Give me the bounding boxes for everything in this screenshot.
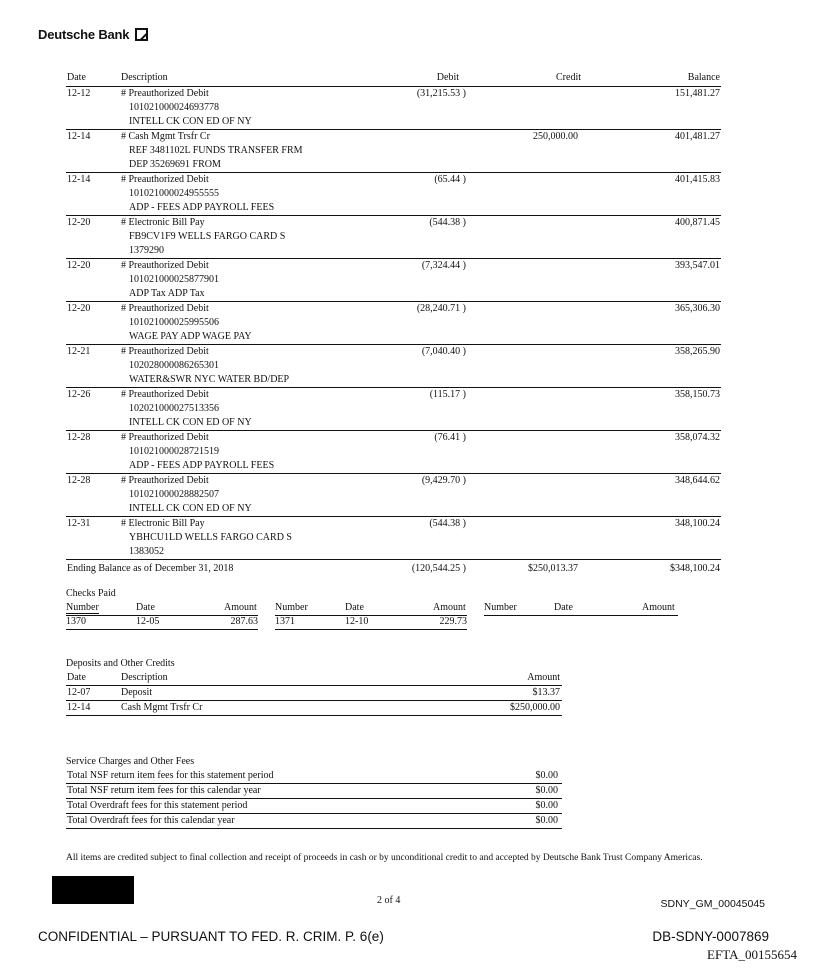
transaction-debit: (7,324.44 )	[421, 260, 466, 271]
service-charge-row	[66, 814, 562, 829]
transaction-debit: (28,240.71 )	[416, 303, 466, 314]
transaction-debit: (7,040.40 )	[421, 346, 466, 357]
transaction-balance: 400,871.45	[675, 217, 720, 228]
transaction-row	[66, 259, 721, 302]
transaction-detail: 101021000028721519	[129, 446, 219, 457]
transaction-date: 12-20	[67, 217, 91, 228]
transaction-row	[66, 216, 721, 259]
deposit-date: 12-07	[67, 687, 91, 698]
transaction-date: 12-28	[67, 432, 91, 443]
service-charge-label: Total Overdraft fees for this statement period	[67, 800, 248, 811]
deposit-amount: $250,000.00	[510, 702, 560, 713]
transaction-detail: FB9CV1F9 WELLS FARGO CARD S	[129, 231, 286, 242]
transaction-row	[66, 345, 721, 388]
check-date: 12-10	[345, 616, 369, 627]
transaction-detail: REF 3481102L FUNDS TRANSFER FRM	[129, 145, 303, 156]
service-charge-row	[66, 769, 562, 784]
checks-paid-title: Checks Paid	[66, 588, 116, 599]
transaction-detail: 1379290	[129, 245, 164, 256]
deposit-description: Cash Mgmt Trsfr Cr	[121, 702, 203, 713]
check-number: 1370	[66, 616, 86, 627]
service-charges-section	[66, 756, 562, 829]
ck-row-rule-2	[275, 616, 467, 630]
transaction-detail: ADP - FEES ADP PAYROLL FEES	[129, 202, 275, 213]
transaction-detail: 102028000086265301	[129, 360, 219, 371]
transaction-date: 12-20	[67, 303, 91, 314]
deposits-title: Deposits and Other Credits	[66, 658, 175, 669]
dep-col-amount: Amount	[527, 672, 560, 683]
transaction-row	[66, 388, 721, 431]
ck-col-amount-1: Amount	[224, 602, 257, 613]
col-date: Date	[67, 72, 86, 83]
transaction-balance: 358,150.73	[675, 389, 720, 400]
transaction-balance: 358,265.90	[675, 346, 720, 357]
service-charges-title: Service Charges and Other Fees	[66, 756, 195, 767]
col-credit: Credit	[556, 72, 581, 83]
transaction-detail: WAGE PAY ADP WAGE PAY	[129, 331, 252, 342]
transaction-type: # Preauthorized Debit	[121, 174, 209, 185]
transaction-debit: (544.38 )	[429, 518, 466, 529]
service-charge-amount: $0.00	[535, 815, 558, 826]
transaction-row	[66, 431, 721, 474]
disclaimer-text: All items are credited subject to final collection and receipt of proceeds in cash or by unconditional credit to and accepted by Deutsche Bank Trust Company Americas.	[66, 853, 703, 863]
confidential-notice: CONFIDENTIAL – PURSUANT TO FED. R. CRIM. P. 6(e)	[38, 929, 384, 944]
transaction-row	[66, 87, 721, 130]
transaction-detail: 102021000027513356	[129, 403, 219, 414]
service-charge-label: Total NSF return item fees for this statement period	[67, 770, 274, 781]
transaction-type: # Preauthorized Debit	[121, 88, 209, 99]
transaction-row	[66, 517, 721, 560]
transaction-detail: ADP Tax ADP Tax	[129, 288, 205, 299]
ending-balance-label: Ending Balance as of December 31, 2018	[67, 563, 234, 574]
deposit-row	[66, 701, 562, 716]
ending-balance-row	[66, 560, 721, 576]
transaction-debit: (115.17 )	[429, 389, 466, 400]
service-charge-amount: $0.00	[535, 770, 558, 781]
ck-col-date-1: Date	[136, 602, 155, 613]
transaction-date: 12-26	[67, 389, 91, 400]
transactions-body	[66, 87, 721, 560]
ck-col-number-3: Number	[484, 602, 517, 613]
transaction-row	[66, 130, 721, 173]
transaction-date: 12-21	[67, 346, 91, 357]
checks-paid-header	[66, 602, 678, 616]
service-charge-row	[66, 799, 562, 814]
transaction-date: 12-31	[67, 518, 91, 529]
transaction-balance: 348,644.62	[675, 475, 720, 486]
dep-col-date: Date	[67, 672, 86, 683]
deposit-date: 12-14	[67, 702, 91, 713]
transaction-date: 12-28	[67, 475, 91, 486]
check-amount: 287.63	[230, 616, 258, 627]
transaction-type: # Preauthorized Debit	[121, 303, 209, 314]
transaction-debit: (544.38 )	[429, 217, 466, 228]
col-description: Description	[121, 72, 168, 83]
page-number: 2 of 4	[377, 895, 401, 906]
transaction-row	[66, 302, 721, 345]
deutsche-bank-slash-icon	[135, 28, 148, 41]
transaction-date: 12-12	[67, 88, 91, 99]
transaction-type: # Preauthorized Debit	[121, 389, 209, 400]
ending-balance: $348,100.24	[670, 563, 720, 574]
transaction-detail: ADP - FEES ADP PAYROLL FEES	[129, 460, 275, 471]
transaction-detail: DEP 35269691 FROM	[129, 159, 221, 170]
deposits-section	[66, 658, 562, 716]
transaction-detail: 101021000024955555	[129, 188, 219, 199]
transaction-type: # Preauthorized Debit	[121, 346, 209, 357]
ck-col-amount-2: Amount	[433, 602, 466, 613]
deposit-amount: $13.37	[532, 687, 560, 698]
transaction-type: # Electronic Bill Pay	[121, 518, 205, 529]
bates-number-sdny-gm: SDNY_GM_00045045	[660, 898, 765, 910]
col-balance: Balance	[687, 72, 720, 83]
transaction-balance: 393,547.01	[675, 260, 720, 271]
transaction-balance: 151,481.27	[675, 88, 720, 99]
deposits-header	[66, 671, 562, 686]
checks-paid-section	[66, 588, 678, 630]
ending-credit: $250,013.37	[528, 563, 578, 574]
bank-logo	[38, 27, 148, 42]
service-charge-label: Total Overdraft fees for this calendar year	[67, 815, 235, 826]
bank-name: Deutsche Bank	[38, 27, 130, 42]
transaction-detail: INTELL CK CON ED OF NY	[129, 116, 252, 127]
transaction-detail: INTELL CK CON ED OF NY	[129, 503, 252, 514]
transaction-debit: (65.44 )	[434, 174, 466, 185]
transaction-debit: (9,429.70 )	[421, 475, 466, 486]
service-charge-amount: $0.00	[535, 800, 558, 811]
transaction-detail: YBHCU1LD WELLS FARGO CARD S	[129, 532, 292, 543]
transaction-balance: 401,481.27	[675, 131, 720, 142]
transaction-date: 12-14	[67, 131, 91, 142]
dep-col-description: Description	[121, 672, 168, 683]
check-number: 1371	[275, 616, 295, 627]
transaction-detail: WATER&SWR NYC WATER BD/DEP	[129, 374, 290, 385]
check-amount: 229.73	[439, 616, 467, 627]
transaction-detail: 101021000025995506	[129, 317, 219, 328]
check-date: 12-05	[136, 616, 160, 627]
ck-col-date-2: Date	[345, 602, 364, 613]
deposit-description: Deposit	[121, 687, 153, 698]
transaction-row	[66, 474, 721, 517]
deposit-row	[66, 686, 562, 701]
ck-row-rule-1	[66, 616, 258, 630]
transaction-detail: INTELL CK CON ED OF NY	[129, 417, 252, 428]
transaction-date: 12-20	[67, 260, 91, 271]
service-charge-row	[66, 784, 562, 799]
ck-col-date-3: Date	[554, 602, 573, 613]
transaction-type: # Preauthorized Debit	[121, 260, 209, 271]
transaction-detail: 101021000025877901	[129, 274, 219, 285]
ck-col-number-1: Number	[66, 602, 99, 613]
ending-debit: (120,544.25 )	[411, 563, 466, 574]
service-charge-label: Total NSF return item fees for this calendar year	[67, 785, 261, 796]
redaction-box	[52, 876, 134, 904]
transactions-header	[66, 72, 721, 87]
bates-number-db-sdny: DB-SDNY-0007869	[652, 929, 769, 944]
transaction-debit: (76.41 )	[434, 432, 466, 443]
col-debit: Debit	[436, 72, 459, 83]
transaction-balance: 401,415.83	[675, 174, 720, 185]
transaction-type: # Cash Mgmt Trsfr Cr	[121, 131, 210, 142]
transaction-debit: (31,215.53 )	[416, 88, 466, 99]
transaction-balance: 365,306.30	[675, 303, 720, 314]
transaction-balance: 348,100.24	[675, 518, 720, 529]
ck-col-amount-3: Amount	[642, 602, 675, 613]
transaction-balance: 358,074.32	[675, 432, 720, 443]
checks-paid-row	[66, 616, 678, 630]
transaction-type: # Preauthorized Debit	[121, 475, 209, 486]
transaction-row	[66, 173, 721, 216]
transaction-detail: 101021000024693778	[129, 102, 219, 113]
transactions-table	[66, 72, 721, 576]
service-charge-amount: $0.00	[535, 785, 558, 796]
transaction-date: 12-14	[67, 174, 91, 185]
transaction-detail: 1383052	[129, 546, 164, 557]
transaction-credit: 250,000.00	[533, 131, 578, 142]
transaction-detail: 101021000028882507	[129, 489, 219, 500]
ck-col-number-2: Number	[275, 602, 308, 613]
transaction-type: # Electronic Bill Pay	[121, 217, 205, 228]
transaction-type: # Preauthorized Debit	[121, 432, 209, 443]
efta-number: EFTA_00155654	[707, 947, 797, 962]
